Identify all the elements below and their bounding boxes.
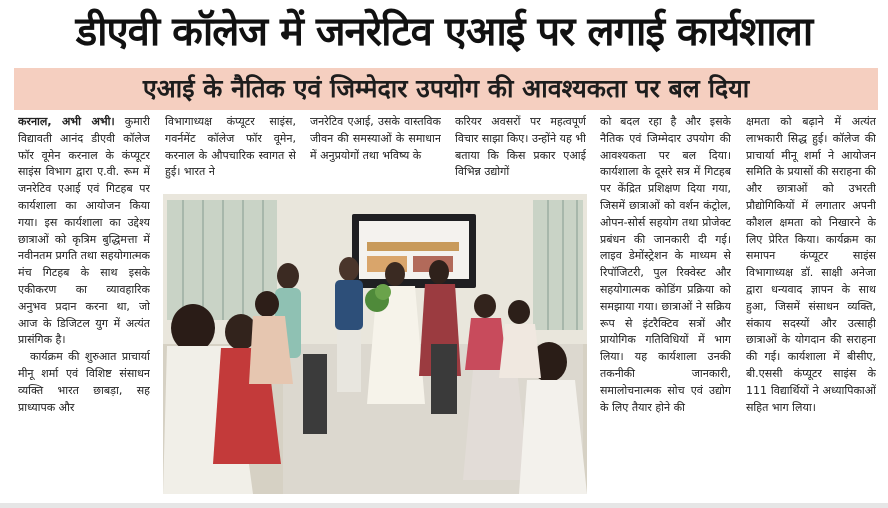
column-6-text: क्षमता को बढ़ाने में अत्यंत लाभकारी सिद्ध हुई। कॉलेज की प्राचार्या मीनू शर्मा ने आयोजन समिति के प्रयासों की सराहना की और छात्राओं को उभरती प्रौद्योगिकियों में लगातार अपनी कौशल क्षमता को निखारने के लिए प्रेरित किया। कार्यक्रम का समापन कंप्यूटर साइंस विभागाध्यक्ष डॉ. साक्षी अनेजा द्वारा धन्यवाद ज्ञापन के साथ हुआ, जिसमें संसाधन व्यक्ति, संकाय सदस्यों और उत्साही छात्राओं के योगदान की सराहना की गई। कार्यशाला में बीसीए, बी.एससी कंप्यूटर साइंस के 111 विद्यार्थियों ने अध्यापिकाओं सहित भाग लिया।	[746, 115, 876, 414]
dateline: करनाल, अभी अभी।	[18, 115, 115, 128]
article-column-4	[455, 114, 586, 190]
article-column-2	[165, 114, 296, 190]
paragraph-1: कुमारी विद्यावती आनंद डीएवी कॉलेज फॉर वूमेन करनाल के कंप्यूटर साइंस विभाग द्वारा ए.वी. रूम में जनरेटिव एआई एवं गिटहब पर कार्यशाला का आयोजन किया गया। इस कार्यशाला का उद्देश्य छात्राओं को कृत्रिम बुद्धिमत्ता में नवीनतम प्रगति तथा सहयोगात्मक मंच गिटहब के साथ इसके एकीकरण का व्यावहारिक अनुभव प्रदान करना था, जो आज के डिजिटल युग में अत्यंत प्रासंगिक है।	[18, 115, 150, 347]
subheadline-banner: एआई के नैतिक एवं जिम्मेदार उपयोग की आवश्यकता पर बल दिया	[14, 68, 878, 110]
column-3-text: जनरेटिव एआई, उसके वास्तविक जीवन की समस्याओं के समाधान में अनुप्रयोगों तथा भविष्य के	[310, 115, 441, 162]
article-column-5	[600, 114, 731, 502]
headline: डीएवी कॉलेज में जनरेटिव एआई पर लगाई कार्यशाला	[75, 9, 813, 55]
article-column-1	[18, 114, 150, 502]
column-4-text: करियर अवसरों पर महत्वपूर्ण विचार साझा किए। उन्होंने यह भी बताया कि किस प्रकार एआई विभिन्न उद्योगों	[455, 115, 586, 179]
page-bottom-edge	[0, 503, 888, 508]
article-column-6	[746, 114, 876, 502]
workshop-photo	[163, 194, 587, 494]
column-5-text: को बदल रहा है और इसके नैतिक एवं जिम्मेदार उपयोग की आवश्यकता पर बल दिया। कार्यशाला के दूसरे सत्र में गिटहब पर केंद्रित प्रशिक्षण दिया गया, जिसमें छात्राओं को वर्शन कंट्रोल, ओपन-सोर्स सहयोग तथा प्रोजेक्ट प्रबंधन की जानकारी दी गई। लाइव डेमोंस्ट्रेशन के माध्यम से रिपॉजिटरी, पुल रिक्वेस्ट और सहयोगात्मक कोडिंग प्रक्रिया को समझाया गया। छात्राओं ने सक्रिय रूप से इंटरैक्टिव सत्रों और प्रायोगिक गतिविधियों में भाग लिया। यह कार्यशाला उनकी तकनीकी जानकारी, समालोचनात्मक सोच एवं उद्योग के लिए तैयार होने की	[600, 115, 731, 414]
paragraph-2: कार्यक्रम की शुरुआत प्राचार्या मीनू शर्मा एवं विशिष्ट संसाधन व्यक्ति भारत छाबड़ा, सह प्राध्यापक और	[18, 350, 150, 414]
article-column-3	[310, 114, 441, 190]
article-text-1	[18, 114, 150, 349]
photo-illustration	[163, 194, 587, 494]
column-2-text: विभागाध्यक्ष कंप्यूटर साइंस, गवर्नमेंट कॉलेज फॉर वूमेन, करनाल के औपचारिक स्वागत से हुई। भारत ने	[165, 115, 296, 179]
